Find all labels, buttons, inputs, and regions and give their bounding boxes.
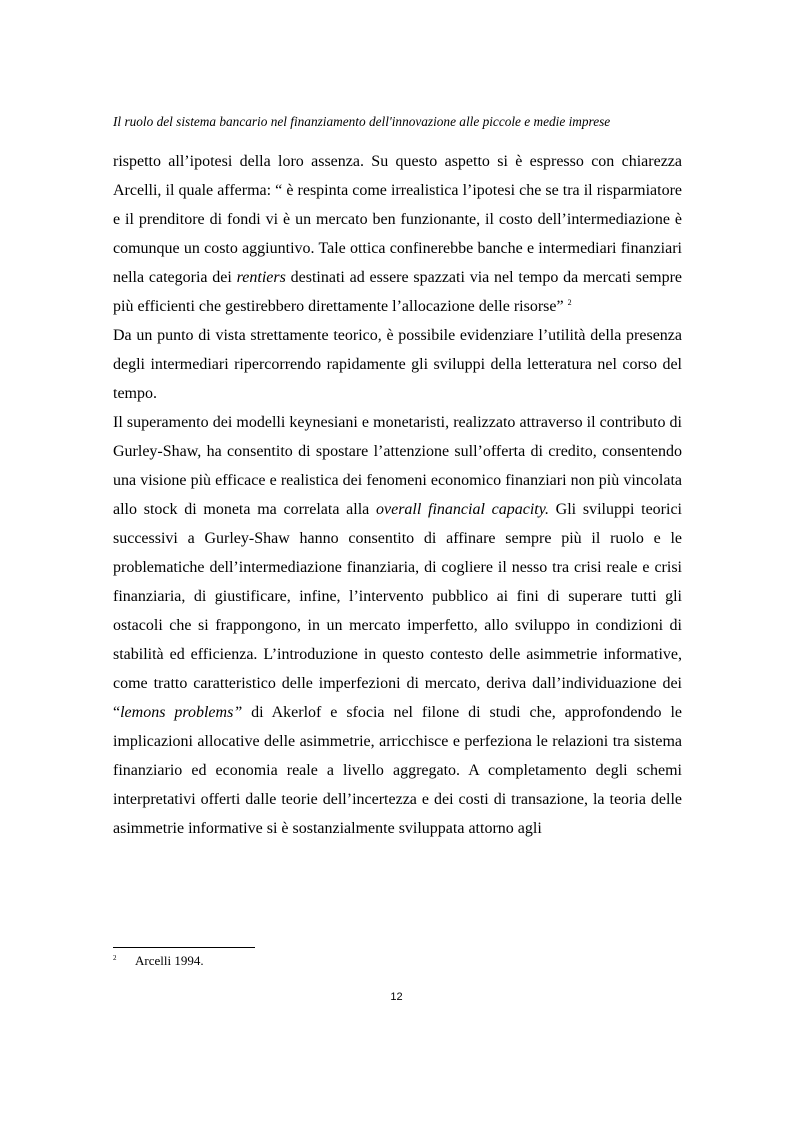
paragraph xyxy=(113,147,682,321)
italic-term: rentiers xyxy=(236,269,286,286)
text-run: rispetto all’ipotesi della loro assenza. Su questo aspetto si è espresso con chiarezza Arcelli, il quale afferma: “ è respinta come irrealistica l’ipotesi che se tra il risparmiatore e il prenditore di fondi vi è un mercato ben funzionante, il costo dell’intermediazione è comunque un costo aggiuntivo. Tale ottica confinerebbe banche e intermediari finanziari nella categoria dei xyxy=(113,153,682,286)
running-header: Il ruolo del sistema bancario nel finanziamento dell'innovazione alle piccole e medie imprese xyxy=(113,114,611,129)
paragraph xyxy=(113,408,682,843)
footnote-divider xyxy=(113,947,255,948)
footnote-text: Arcelli 1994. xyxy=(135,953,204,968)
italic-term: lemons problems” xyxy=(120,704,243,721)
text-run: Il superamento dei modelli keynesiani e monetaristi, realizzato attraverso il contributo di Gurley-Shaw, ha consentito di spostare l’attenzione sull’offerta di credito, consentendo una visione più efficace e realistica dei fenomeni economico finanziari non più vincolata allo stock di moneta ma correlata alla xyxy=(113,414,682,518)
paragraph xyxy=(113,321,682,408)
footnote-reference: 2 xyxy=(567,298,572,307)
body-text xyxy=(113,147,682,843)
footnote: 2 Arcelli 1994. xyxy=(113,953,204,968)
italic-term: overall financial capacity. xyxy=(375,501,549,518)
page-number: 12 xyxy=(390,991,403,1003)
text-run: Da un punto di vista strettamente teorico, è possibile evidenziare l’utilità della presenza degli intermediari ripercorrendo rapidamente gli sviluppi della letteratura nel corso del tempo. xyxy=(113,327,682,402)
text-run: di Akerlof e sfocia nel filone di studi che, approfondendo le implicazioni allocative delle asimmetrie, arricchisce e perfeziona le relazioni tra sistema finanziario ed economia reale a livello aggregato. A completamento degli schemi interpretativi offerti dalle teorie dell’incertezza e dei costi di transazione, la teoria delle asimmetrie informative si è sostanzialmente sviluppata attorno agli xyxy=(113,704,682,837)
text-run: Gli sviluppi teorici successivi a Gurley-Shaw hanno consentito di affinare sempre più il ruolo e le problematiche dell’intermediazione finanziaria, di cogliere il nesso tra crisi reale e crisi finanziaria, di giustificare, infine, l’intervento pubblico ai fini di superare tutti gli ostacoli che si frappongono, in un mercato imperfetto, allo sviluppo in condizioni di stabilità ed efficienza. L’introduzione in questo contesto delle asimmetrie informative, come tratto caratteristico delle imperfezioni di mercato, deriva dall’individuazione dei “ xyxy=(113,501,683,721)
text-run: destinati ad essere spazzati via nel tempo da mercati sempre più efficienti che gestirebbero direttamente l’allocazione delle risorse” xyxy=(113,269,683,315)
